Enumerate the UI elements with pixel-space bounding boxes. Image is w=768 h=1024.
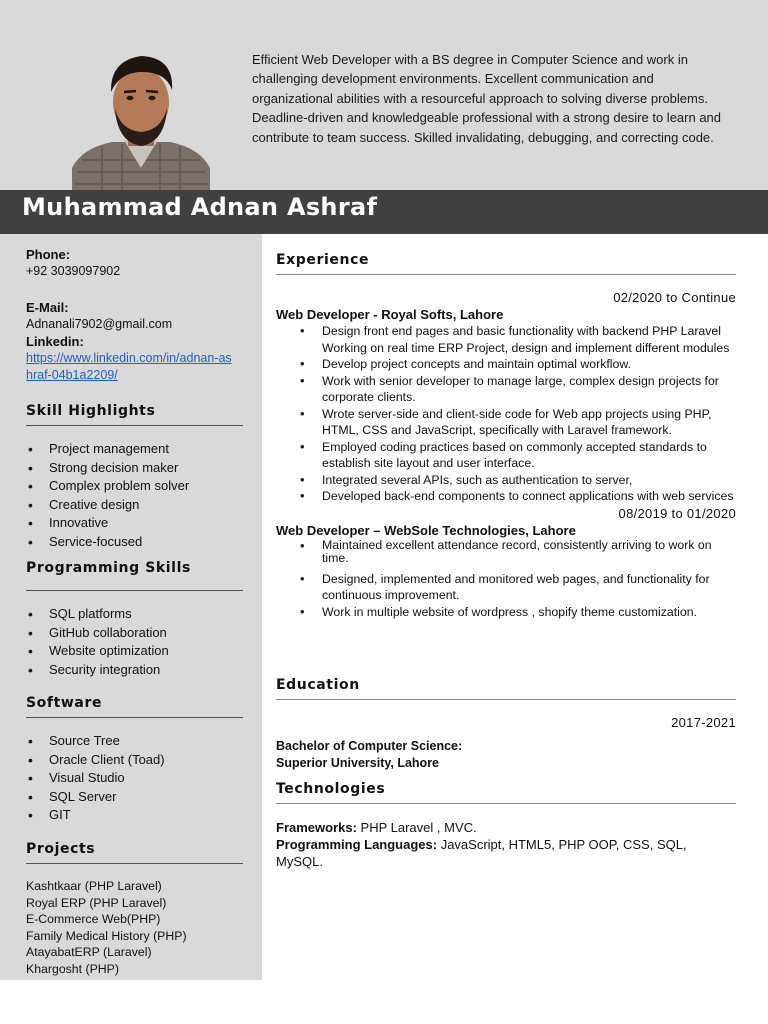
list-item: • Innovative <box>26 514 246 533</box>
list-item: • GitHub collaboration <box>26 624 246 643</box>
profile-summary: Efficient Web Developer with a BS degree in Computer Science and work in challenging development environments. Excellent communication and organizational abilities with a resourceful approach to solving diverse problems. Deadline-driven and knowledgeable professional with a strong desire to learn and contribute to team success. Skilled invalidating, debugging, and correcting code. <box>252 52 722 145</box>
languages-line <box>276 836 696 870</box>
job-date: 02/2020 to Continue <box>613 290 736 305</box>
projects-list <box>26 878 246 978</box>
software-heading: Software <box>26 695 243 718</box>
email-value: Adnanali7902@gmail.com <box>26 317 173 331</box>
frameworks-value: PHP Laravel , MVC. <box>356 820 477 835</box>
degree: Bachelor of Computer Science: <box>276 739 463 753</box>
software-list <box>26 732 246 825</box>
email-label: E-Mail: <box>26 300 69 315</box>
list-item: Kashtkaar (PHP Laravel) <box>26 879 162 893</box>
list-item: • Design front end pages and basic functionality with backend PHP Laravel Working on real time ERP Project, design and implement different modules <box>322 323 736 356</box>
programming-section <box>26 560 246 679</box>
list-item: • Wrote server-side and client-side code for Web app projects using PHP, HTML, CSS and JavaScript, specifically with Laravel framework. <box>322 406 736 439</box>
list-item: E-Commerce Web(PHP) <box>26 912 161 927</box>
technologies-heading: Technologies <box>276 781 736 804</box>
job-bullets <box>322 323 736 505</box>
list-item: • Visual Studio <box>26 769 246 788</box>
job-date: 08/2019 to 01/2020 <box>618 505 736 521</box>
list-item: • SQL Server <box>26 788 246 807</box>
profile-photo <box>72 50 210 190</box>
list-item: • Complex problem solver <box>26 477 246 496</box>
linkedin-link[interactable]: https://www.linkedin.com/in/adnan-ashraf-04b1a2209/ <box>26 351 232 382</box>
education-date: 2017-2021 <box>671 715 736 730</box>
list-item: • Website optimization <box>26 642 246 661</box>
phone-label: Phone: <box>26 247 71 262</box>
education-heading: Education <box>276 677 736 700</box>
list-item: • Security integration <box>26 661 246 680</box>
education-section <box>276 677 736 772</box>
list-item: • GIT <box>26 806 246 825</box>
list-item: • Strong decision maker <box>26 459 246 478</box>
list-item: • Work with senior developer to manage large, complex design projects for corporate clients. <box>322 373 736 406</box>
list-item: • Maintained excellent attendance record, consistently arriving to work on time. <box>322 539 736 565</box>
list-item: • SQL platforms <box>26 605 246 624</box>
list-item: Royal ERP (PHP Laravel) <box>26 895 167 910</box>
list-item: • Develop project concepts and maintain optimal workflow. <box>322 356 736 373</box>
list-item: • Designed, implemented and monitored web pages, and functionality for continuous improvement. <box>322 571 736 604</box>
list-item: • Project management <box>26 440 246 459</box>
programming-heading: Programming Skills <box>26 560 243 591</box>
list-item: • Oracle Client (Toad) <box>26 751 246 770</box>
list-item: • Employed coding practices based on commonly accepted standards to establish site layout and user interface. <box>322 439 736 472</box>
list-item: Family Medical History (PHP) <box>26 928 187 943</box>
skills-section <box>26 403 246 552</box>
job-title: Web Developer – WebSole Technologies, Lahore <box>276 522 576 538</box>
list-item: • Source Tree <box>26 732 246 751</box>
list-item: • Integrated several APIs, such as authentication to server, <box>322 472 736 489</box>
frameworks-label: Frameworks: <box>276 820 357 835</box>
languages-label: Programming Languages: <box>276 837 438 852</box>
technologies-section <box>276 781 736 870</box>
job-bullets <box>322 539 736 621</box>
list-item: • Creative design <box>26 496 246 515</box>
experience-section <box>276 252 736 620</box>
projects-section <box>26 841 246 978</box>
school: Superior University, Lahore <box>276 756 440 770</box>
contact-section <box>26 246 246 384</box>
list-item: Khargosht (PHP) <box>26 961 119 976</box>
candidate-name: Muhammad Adnan Ashraf <box>22 193 378 221</box>
linkedin-label: Linkedin: <box>26 334 84 349</box>
job-title: Web Developer - Royal Softs, Lahore <box>276 307 504 322</box>
languages-value: JavaScript, HTML5, PHP OOP, CSS, SQL, MySQL. <box>276 837 687 869</box>
software-section <box>26 695 246 825</box>
list-item: • Service-focused <box>26 533 246 552</box>
list-item: AtayabatERP (Laravel) <box>26 945 152 960</box>
skills-heading: Skill Highlights <box>26 403 243 426</box>
phone-value: +92 3039097902 <box>26 264 121 278</box>
skills-list <box>26 440 246 552</box>
projects-heading: Projects <box>26 841 243 864</box>
programming-list <box>26 605 246 679</box>
frameworks-line <box>276 819 736 836</box>
list-item: • Developed back-end components to connect applications with web services <box>322 488 736 505</box>
experience-heading: Experience <box>276 252 736 275</box>
list-item: • Work in multiple website of wordpress , shopify theme customization. <box>322 604 736 621</box>
